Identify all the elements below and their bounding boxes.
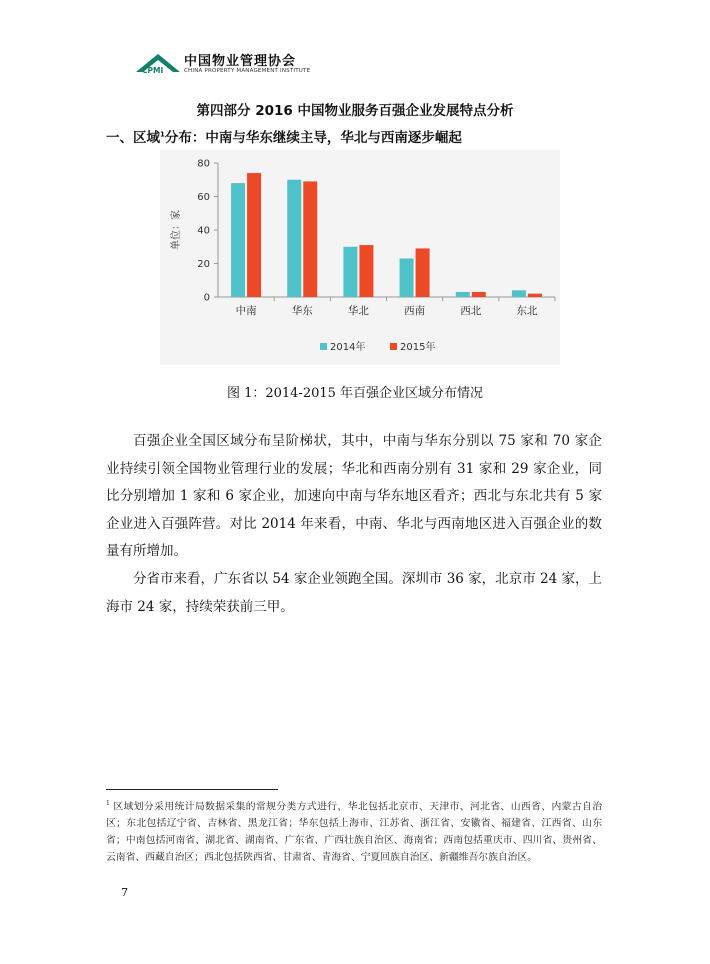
legend-swatch — [320, 343, 327, 350]
footnote-divider — [106, 789, 278, 790]
legend-label: 2014年 — [330, 342, 366, 353]
legend-swatch — [390, 343, 397, 350]
bar-2014年-华东 — [287, 180, 301, 297]
figure-caption: 图 1：2014-2015 年百强企业区域分布情况 — [226, 386, 484, 401]
logo-org-name-en: CHINA PROPERTY MANAGEMENT INSTITUTE — [184, 68, 311, 74]
footnote-mark: 1 — [106, 800, 110, 807]
footnote-text: 区域划分采用统计局数据采集的常规分类方式进行，华北包括北京市、天津市、河北省、山西省、内蒙古自治区；东北包括辽宁省、吉林省、黑龙江省；华东包括上海市、江苏省、浙江省、安徽省、福建省、江西省、山东省；中南包括河南省、湖北省、湖南省、广东省、广西壮族自治区、海南省；西南包括重庆市、四川省、贵州省、云南省、西藏自治区；西北包括陕西省、甘肃省、青海省、宁夏回族自治区、新疆维吾尔族自治区。 — [106, 801, 602, 864]
bar-2014年-西南 — [400, 258, 414, 297]
subsection-title-suffix: 分布：中南与华东继续主导，华北与西南逐步崛起 — [164, 130, 462, 146]
footnote — [106, 795, 602, 866]
y-tick-label: 40 — [197, 225, 210, 237]
bar-2015年-华东 — [303, 181, 317, 297]
y-axis-label: 单位：家 — [171, 210, 182, 250]
logo-org-name: 中国物业管理协会 — [184, 54, 297, 69]
bar-2015年-东北 — [528, 294, 542, 297]
x-tick-label: 西北 — [460, 305, 482, 317]
subsection-title — [106, 126, 462, 146]
x-tick-label: 东北 — [516, 305, 538, 317]
subsection-title-prefix: 一、区域 — [106, 130, 160, 146]
footnote-ref: 1 — [160, 130, 165, 139]
bar-2015年-西北 — [472, 292, 486, 297]
y-tick-label: 60 — [197, 192, 210, 203]
bar-2014年-中南 — [231, 183, 245, 297]
y-tick-label: 0 — [203, 292, 210, 304]
y-tick-label: 80 — [197, 158, 210, 170]
body-paragraph: 百强企业全国区域分布呈阶梯状，其中，中南与华东分别以 75 家和 70 家企业持续引领全国物业管理行业的发展；华北和西南分别有 31 家和 29 家企业，同比分别增加 1 家和 6 家企业，加速向中南与华东地区看齐；西北与东北共有 5 家企业进入百强阵营。对比 2014 年来看，中南、华北与西南地区进入百强企业的数量有所增加。 — [106, 433, 602, 559]
bar-2014年-华北 — [343, 247, 357, 297]
bar-2015年-中南 — [247, 173, 261, 297]
legend-label: 2015年 — [400, 342, 436, 353]
y-tick-label: 20 — [197, 259, 210, 270]
logo-abbr: CPMI — [142, 66, 164, 75]
region-bar-chart — [160, 150, 560, 365]
x-tick-label: 华东 — [291, 305, 313, 317]
x-tick-label: 中南 — [235, 305, 257, 317]
x-tick-label: 华北 — [347, 305, 369, 317]
x-tick-label: 西南 — [404, 305, 426, 317]
page-number: 7 — [121, 886, 128, 899]
body-paragraph: 分省市来看，广东省以 54 家企业领跑全国。深圳市 36 家，北京市 24 家，上海市 24 家，持续荣获前三甲。 — [106, 571, 602, 615]
bar-2015年-华北 — [359, 245, 373, 297]
bar-2014年-西北 — [456, 292, 470, 297]
section-title: 第四部分 2016 中国物业服务百强企业发展特点分析 — [196, 103, 514, 119]
bar-2014年-东北 — [512, 290, 526, 297]
bar-2015年-西南 — [416, 248, 430, 297]
